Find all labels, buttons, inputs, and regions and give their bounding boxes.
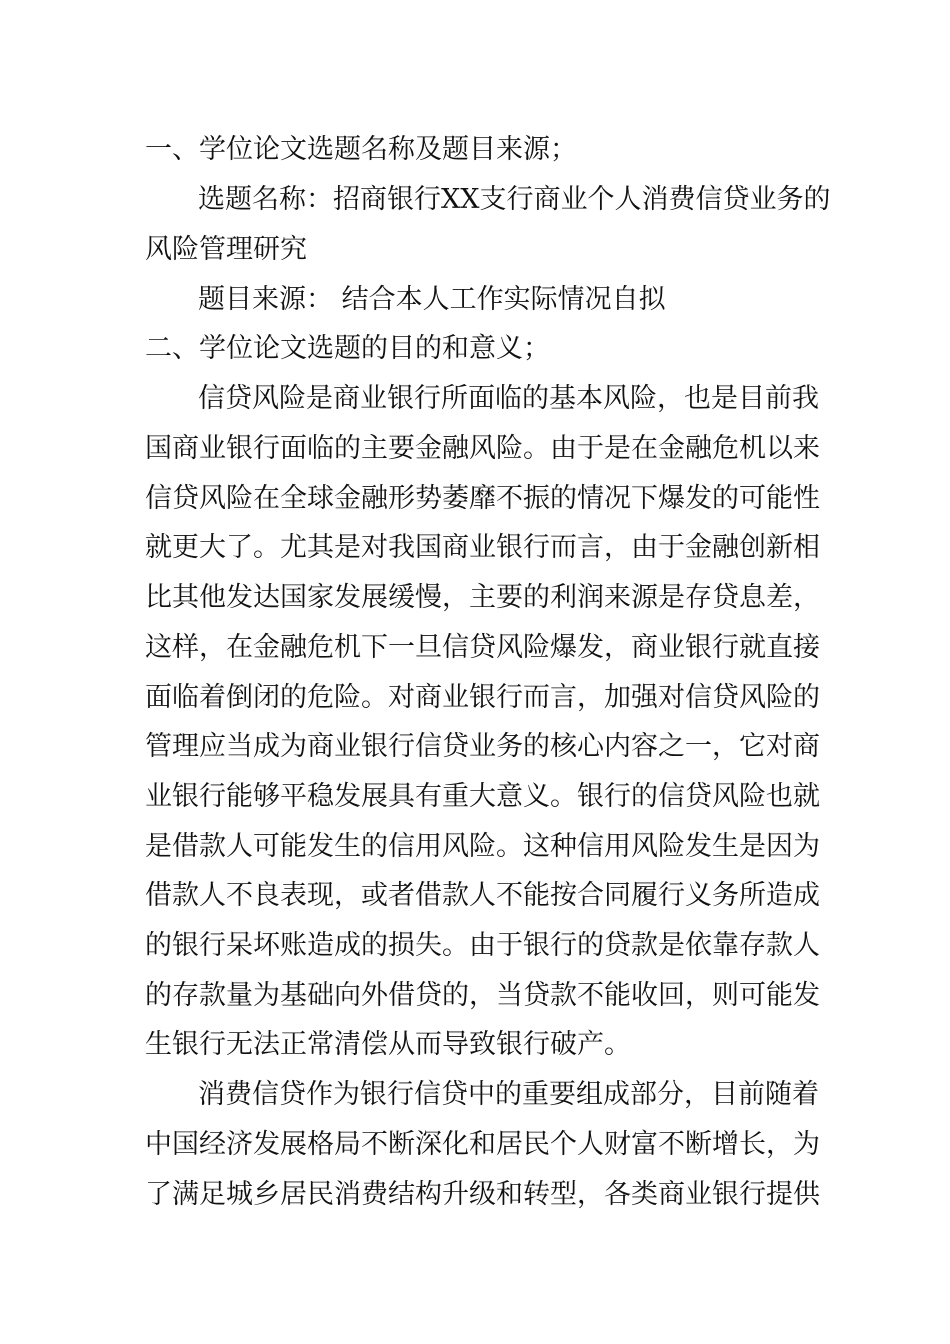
paragraph-1-line-4: 就更大了。尤其是对我国商业银行而言，由于金融创新相 xyxy=(145,532,820,563)
paragraph-1-line-1: 信贷风险是商业银行所面临的基本风险，也是目前我 xyxy=(198,383,819,414)
paragraph-1-line-3: 信贷风险在全球金融形势萎靡不振的情况下爆发的可能性 xyxy=(145,483,820,514)
paragraph-1-line-11: 借款人不良表现，或者借款人不能按合同履行义务所造成 xyxy=(145,880,820,911)
paragraph-2-line-3: 了满足城乡居民消费结构升级和转型，各类商业银行提供 xyxy=(145,1179,820,1210)
paragraph-1-line-9: 业银行能够平稳发展具有重大意义。银行的信贷风险也就 xyxy=(145,781,820,812)
paragraph-1-line-6: 这样，在金融危机下一旦信贷风险爆发，商业银行就直接 xyxy=(145,632,820,663)
topic-name-continuation: 风险管理研究 xyxy=(145,234,307,265)
section-heading-1: 一、学位论文选题名称及题目来源； xyxy=(145,134,577,165)
section-heading-2: 二、学位论文选题的目的和意义； xyxy=(145,333,550,364)
paragraph-2-line-1: 消费信贷作为银行信贷中的重要组成部分，目前随着 xyxy=(198,1079,819,1110)
topic-source-line: 题目来源： 结合本人工作实际情况自拟 xyxy=(198,284,666,315)
paragraph-1-line-10: 是借款人可能发生的信用风险。这种信用风险发生是因为 xyxy=(145,831,820,862)
paragraph-1-line-2: 国商业银行面临的主要金融风险。由于是在金融危机以来 xyxy=(145,433,820,464)
paragraph-1-line-5: 比其他发达国家发展缓慢，主要的利润来源是存贷息差， xyxy=(145,582,820,613)
paragraph-1-line-12: 的银行呆坏账造成的损失。由于银行的贷款是依靠存款人 xyxy=(145,930,820,961)
paragraph-1-line-14: 生银行无法正常清偿从而导致银行破产。 xyxy=(145,1029,631,1060)
paragraph-1-line-13: 的存款量为基础向外借贷的，当贷款不能收回，则可能发 xyxy=(145,980,820,1011)
paragraph-2-line-2: 中国经济发展格局不断深化和居民个人财富不断增长，为 xyxy=(145,1129,820,1160)
paragraph-1-line-7: 面临着倒闭的危险。对商业银行而言，加强对信贷风险的 xyxy=(145,682,820,713)
topic-name-line: 选题名称：招商银行XX支行商业个人消费信贷业务的 xyxy=(198,184,831,215)
paragraph-1-line-8: 管理应当成为商业银行信贷业务的核心内容之一，它对商 xyxy=(145,731,820,762)
